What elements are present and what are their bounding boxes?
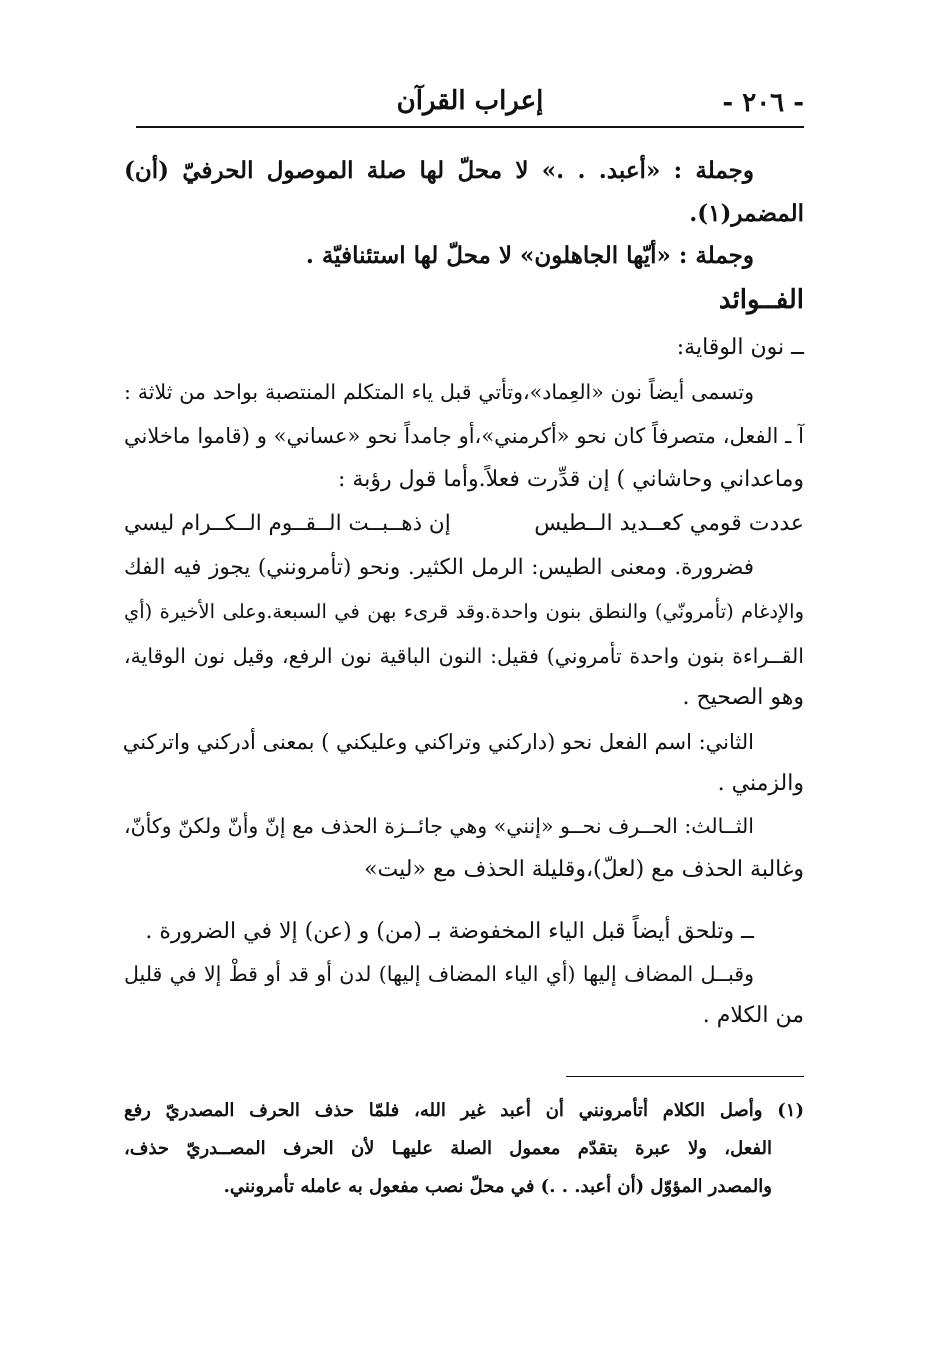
body-line: ــ وتلحق أيضاً قبل الياء المخفوضة بـ (من) و (عن) إلا في الضرورة . — [145, 919, 754, 944]
body-line: من الكلام . — [702, 1003, 804, 1028]
footnote-line: والمصدر المؤوّل (أن أعبد. . .) في محلّ نصب مفعول به عامله تأمرونني. — [223, 1176, 772, 1197]
page-number: - ٢٠٦ - — [722, 88, 804, 118]
body-line: المضمر(١). — [689, 200, 804, 227]
body-line: الثــالث: الحــرف نحــو «إنني» وهي جائــزة الحذف مع إنّ وأنّ ولكنّ وكأنّ، — [123, 814, 754, 838]
body-line: وجملة : «أعبد. . .» لا محلّ لها صلة الموصول الحرفيّ (أن) — [124, 157, 754, 184]
header-rule — [136, 126, 804, 128]
body-line: آ ـ الفعل، متصرفاً كان نحو «أكرمني»،أو جامداً نحو «عساني» و (قاموا ماخلاني — [124, 424, 804, 448]
body-line: الثاني: اسم الفعل نحو (داركني وتراكني وعليكني ) بمعنى أدركني واتركني — [122, 730, 754, 754]
body-line: ــ نون الوقاية: — [676, 335, 804, 360]
body-line: فضرورة. ومعنى الطيس: الرمل الكثير. ونحو (تأمرونني) يجوز فيه الفك — [124, 555, 754, 580]
poem-second-hemistich: إن ذهــبــت الــقــوم الــكــرام ليسي — [124, 511, 451, 536]
poem-first-hemistich: عددت قومي كعــديد الــطيس — [534, 511, 804, 536]
page-header — [136, 84, 804, 126]
body-line: وهو الصحيح . — [682, 685, 804, 710]
running-title: إعراب القرآن — [396, 86, 544, 116]
body-line: والزمني . — [717, 771, 804, 796]
poem-verse — [124, 506, 804, 542]
body-line: وقبــل المضاف إليها (أي الياء المضاف إليها) لدن أو قد أو قطْ إلا في قليل — [124, 962, 754, 986]
body-line: والإدغام (تأمرونّي) والنطق بنون واحدة.وقد قرىء بهن في السبعة.وعلى الأخيرة (أي — [124, 600, 804, 623]
footnote-line: الفعل، ولا عبرة بتقدّم معمول الصلة عليهـا لأن الحرف المصــدريّ حذف، — [124, 1138, 772, 1159]
body-line: وماعداني وحاشاني ) إن قدِّرت فعلاً.وأما قول رؤبة : — [338, 467, 804, 492]
body-line: وتسمى أيضاً نون «العِماد»،وتأتي قبل ياء المتكلم المنتصبة بواحد من ثلاثة : — [124, 380, 754, 404]
body-line: وغالبة الحذف مع (لعلّ)،وقليلة الحذف مع «ليت» — [364, 857, 804, 882]
body-line: وجملة : «أيّها الجاهلون» لا محلّ لها استئنافيّة . — [305, 242, 754, 269]
section-heading: الفــوائد — [718, 285, 804, 315]
footnote-rule — [566, 1076, 804, 1077]
body-line: القــراءة بنون واحدة تأمروني) فقيل: النون الباقية نون الرفع، وقيل نون الوقاية، — [124, 644, 804, 668]
footnote-line: (١) وأصل الكلام أتأمرونني أن أعبد غير الله، فلمّا حذف الحرف المصدريّ رفع — [124, 1100, 804, 1121]
